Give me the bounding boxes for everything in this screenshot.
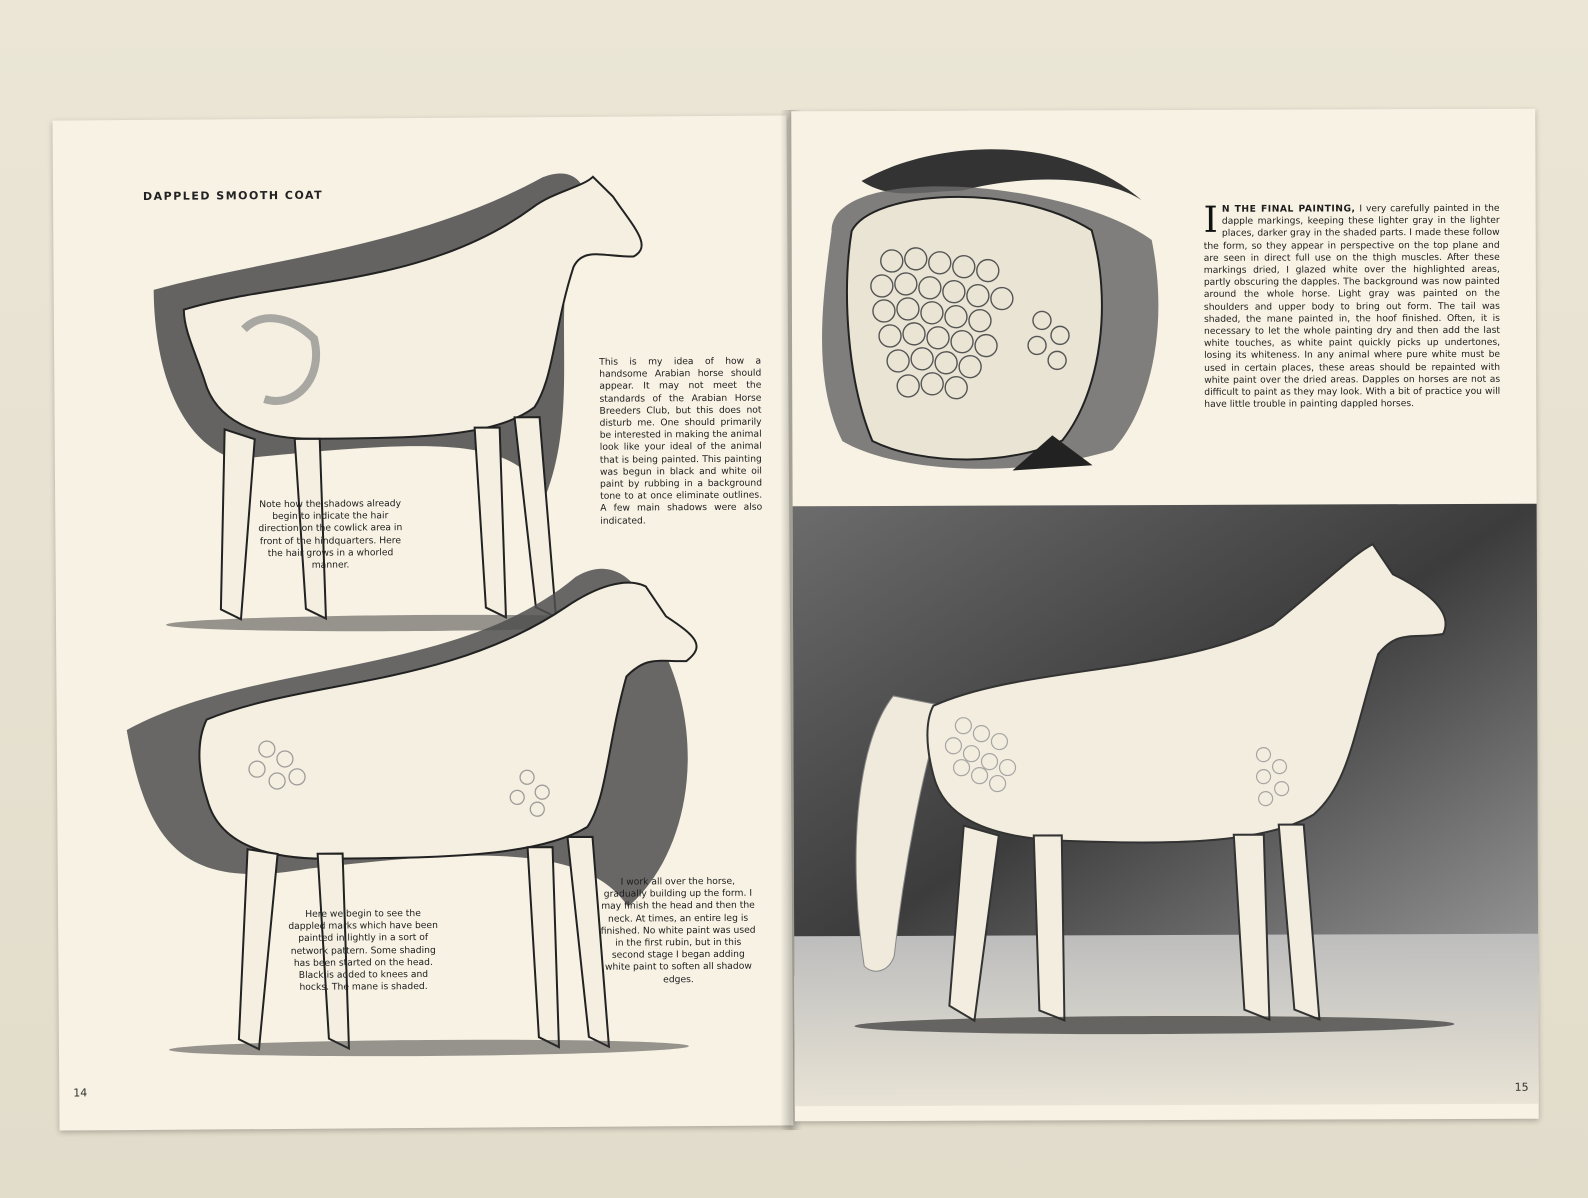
final-dappled-horse-painting — [793, 504, 1539, 1107]
page-heading: DAPPLED SMOOTH COAT — [142, 188, 324, 203]
final-lead-in: N THE FINAL PAINTING, — [1221, 203, 1356, 215]
right-page — [791, 109, 1539, 1122]
final-painting-text — [1203, 199, 1501, 411]
page-number-left: 14 — [73, 1086, 88, 1100]
left-page — [52, 115, 793, 1130]
caption-intro: This is my idea of how a handsome Arabian horse should appear. It may not meet the standards of the Arabian Horse Breeders Club, but this does not disturb me. One should primarily be interested in making the animal look like your ideal of the animal that is being painted. This painting was begun in black and white oil paint by rubbing in a background tone to at once eliminate outlines. A few main shadows were also indicated. — [599, 355, 763, 527]
caption-shadows: Note how the shadows already begin to indicate the hair direction on the cowlick area in front of the hindquarters. Here the hair grows in a whorled manner. — [258, 498, 403, 571]
final-body: I very carefully painted in the dapple markings, keeping these lighter gray in the lighter places, darker gray in the shaded parts. I made these follow the form, so they appear in perspective on the top plane and are seen in direct full use on the thigh muscles. After these markings dried, I glazed white over the highlighted areas, partly obscuring the dapples. The background was now painted around the whole horse. Light gray was painted on the shoulders and upper body to bring out form. The tail was shaded, the mane painted in, the hoof finished. Often, it is necessary to let the whole painting dry and then add the last white touches, as white paint quickly picks up undertones, losing its whiteness. In any animal where pure white must be used in certain places, these areas should be repainted with white paint over the dried areas. Dapples on horses are not as difficult to paint as they may look. With a bit of practice you will have little trouble in painting dappled horses. — [1203, 202, 1501, 411]
drop-cap: I — [1203, 199, 1218, 241]
caption-stage-2: I work all over the horse, gradually building up the form. I may finish the head and then the neck. At times, an entire leg is finished. No white paint was used in the first rubin, but in this second stage I began adding white paint to soften all shadow edges. — [600, 875, 756, 985]
caption-dapples: Here we begin to see the dappled marks which have been painted in lightly in a sort of network pattern. Some shading has been started on the head. Black is added to knees and hocks. The mane is shaded. — [288, 908, 438, 994]
dapple-hindquarters-study — [811, 120, 1172, 481]
page-number-right: 15 — [1514, 1080, 1529, 1094]
